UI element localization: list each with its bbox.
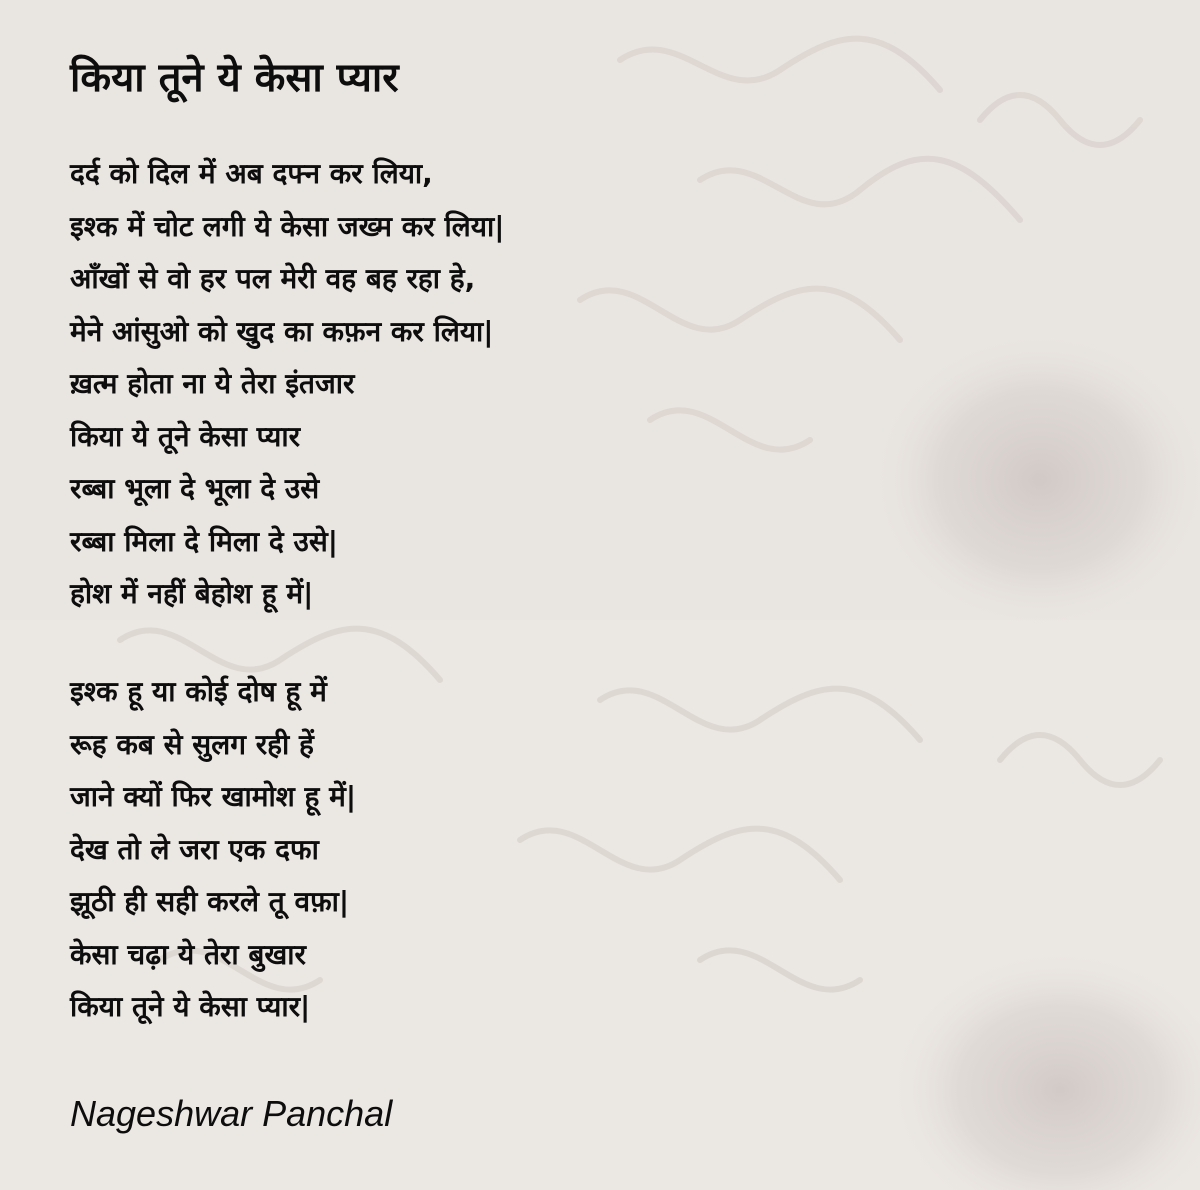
poem-line: होश में नहीं बेहोश हू में| — [70, 577, 314, 610]
poem-line: मेने आंसुओ को खुद का कफ़न कर लिया| — [70, 314, 494, 348]
poem-line: इश्क हू या कोई दोष हू में — [70, 675, 327, 708]
poem-line: रब्बा भूला दे भूला दे उसे — [70, 472, 320, 505]
poem-line: ख़त्म होता ना ये तेरा इंतजार — [70, 367, 355, 400]
poem-title: किया तूने ये केसा प्यार — [70, 55, 399, 101]
poem-line: रब्बा मिला दे मिला दे उसे| — [70, 524, 338, 558]
poem-line: किया ये तूने केसा प्यार — [70, 419, 301, 453]
poem-line: किया तूने ये केसा प्यार| — [70, 990, 311, 1023]
poem-line: देख तो ले जरा एक दफा — [70, 832, 319, 866]
poem-line: इश्क में चोट लगी ये केसा जख्म कर लिया| — [70, 209, 505, 243]
stanza-1 — [70, 148, 504, 621]
poem-line: रूह कब से सुलग रही हें — [70, 727, 314, 761]
author-name: Nageshwar Panchal — [70, 1093, 393, 1134]
poem-line: झूठी ही सही करले तू वफ़ा| — [70, 885, 350, 918]
stanza-2 — [70, 666, 356, 1034]
poem-line: आँखों से वो हर पल मेरी वह बह रहा हे, — [70, 262, 476, 295]
poem-line: दर्द को दिल में अब दफ्न कर लिया, — [70, 157, 433, 190]
poem-line: केसा चढ़ा ये तेरा बुखार — [70, 937, 306, 971]
poem-line: जाने क्यों फिर खामोश हू में| — [70, 780, 357, 813]
